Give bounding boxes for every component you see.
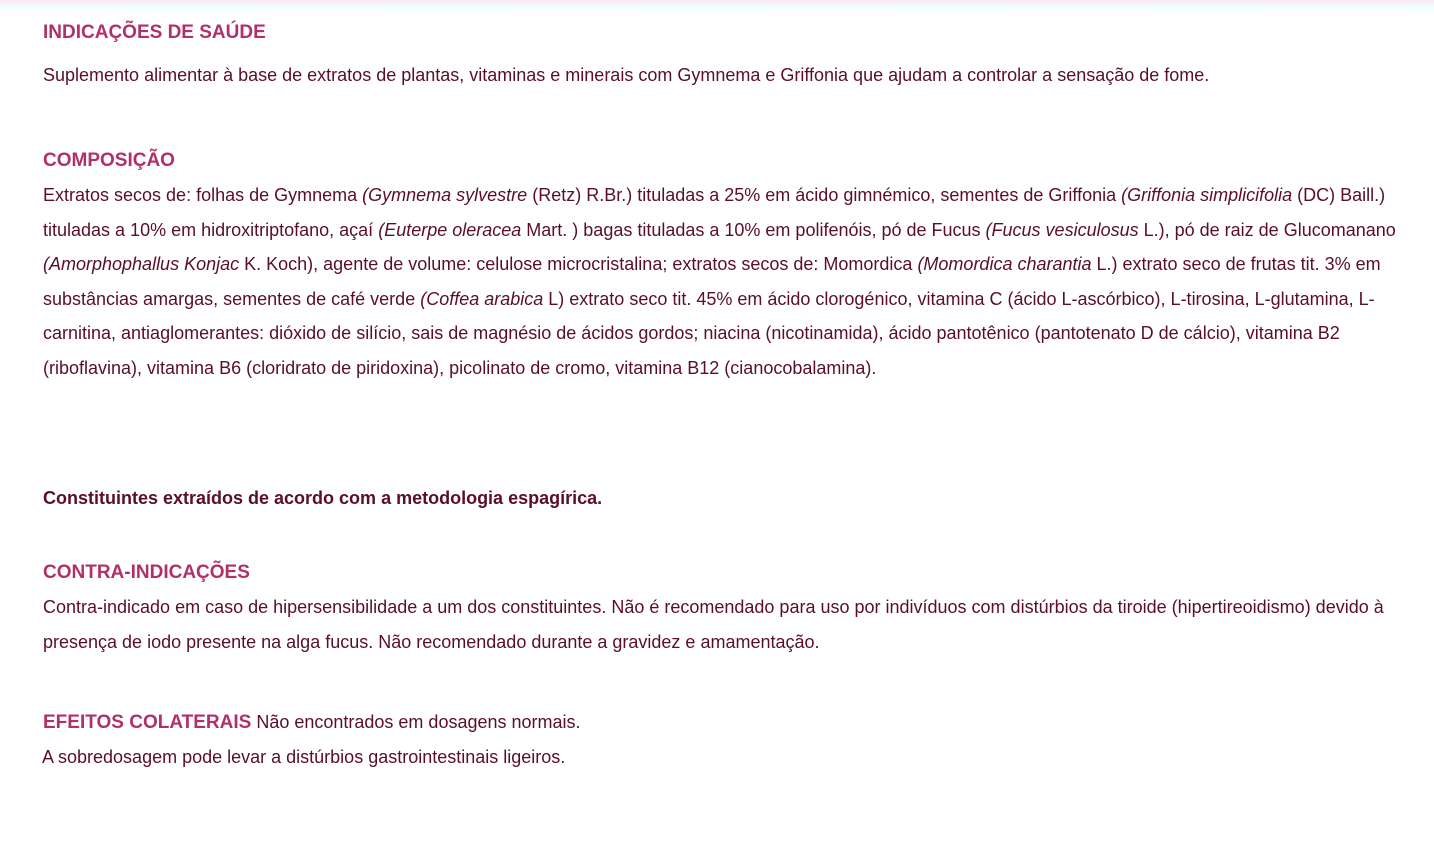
section-indicacoes [43,22,1209,93]
composicao-species: (Amorphophallus Konjac [43,254,240,274]
composicao-segment: (Retz) R.Br.) tituladas a 25% em ácido gimnémico, sementes de Griffonia [527,185,1122,205]
composicao-species: (Euterpe oleracea [378,219,522,240]
composicao-species: (Fucus vesiculosus [985,219,1139,240]
composicao-species: (Griffonia simplicifolia [1121,185,1293,205]
composicao-segment: L.), pó de raiz de Glucomanano [1138,219,1396,240]
section-composicao [43,150,1423,385]
composicao-segment: L.) extrato seco de frutas tit. 3% em substâncias amargas, sementes de café verde [43,254,1381,309]
heading-efeitos-colaterais: EFEITOS COLATERAIS [43,712,252,733]
efeitos-overdose-text: A sobredosagem pode levar a distúrbios gastrointestinais ligeiros. [42,747,566,767]
contra-indicacoes-text: Contra-indicado em caso de hipersensibilidade a um dos constituintes. Não é recomendado para uso por indivíduos com distúrbios da tiroide (hipertireoidismo) devido à presença de iodo presente na alga fucus. Não recomendado durante a gravidez e amamentação. [43,597,1384,652]
efeitos-line [43,711,583,734]
composicao-species: (Momordica charantia [917,254,1092,274]
composicao-segment: K. Koch), agente de volume: celulose microcristalina; extratos secos de: Momordica [239,254,918,274]
heading-indicacoes: INDICAÇÕES DE SAÚDE [43,22,266,43]
composicao-segment: Extratos secos de: folhas de Gymnema [43,185,363,205]
indicacoes-text: Suplemento alimentar à base de extratos de plantas, vitaminas e minerais com Gymnema e Griffonia que ajudam a controlar a sensação de fome. [43,65,1210,85]
composicao-segment: (DC) Baill.) tituladas a 10% em hidroxitriptofano, açaí [43,185,1386,240]
section-contra-indicacoes [43,562,1423,659]
top-decorative-band [0,0,1434,14]
heading-composicao: COMPOSIÇÃO [43,150,175,171]
composicao-text [43,178,1421,385]
espagirica-note: Constituintes extraídos de acordo com a metodologia espagírica. [43,488,603,508]
composicao-species: (Gymnema sylvestre [362,185,528,205]
heading-contra-indicacoes: CONTRA-INDICAÇÕES [43,562,250,583]
composicao-species: (Coffea arabica [420,288,544,309]
efeitos-text: Não encontrados em dosagens normais. [251,712,581,732]
composicao-segment: Mart. ) bagas tituladas a 10% em polifenóis, pó de Fucus [521,219,986,240]
composicao-segment: L) extrato seco tit. 45% em ácido clorogénico, vitamina C (ácido L-ascórbico), L-tirosina, L-glutamina, L-carnitina, antiaglomerantes: dióxido de silício, sais de magnésio de ácidos gordos; niacina (nicotinamida), ácido pantotênico (pantotenato D de cálcio), vitamina B2 (riboflavina), vitamina B6 (cloridrato de piridoxina), picolinato de cromo, vitamina B12 (cianocobalamina). [43,288,1375,378]
section-efeitos-colaterais [43,711,583,768]
